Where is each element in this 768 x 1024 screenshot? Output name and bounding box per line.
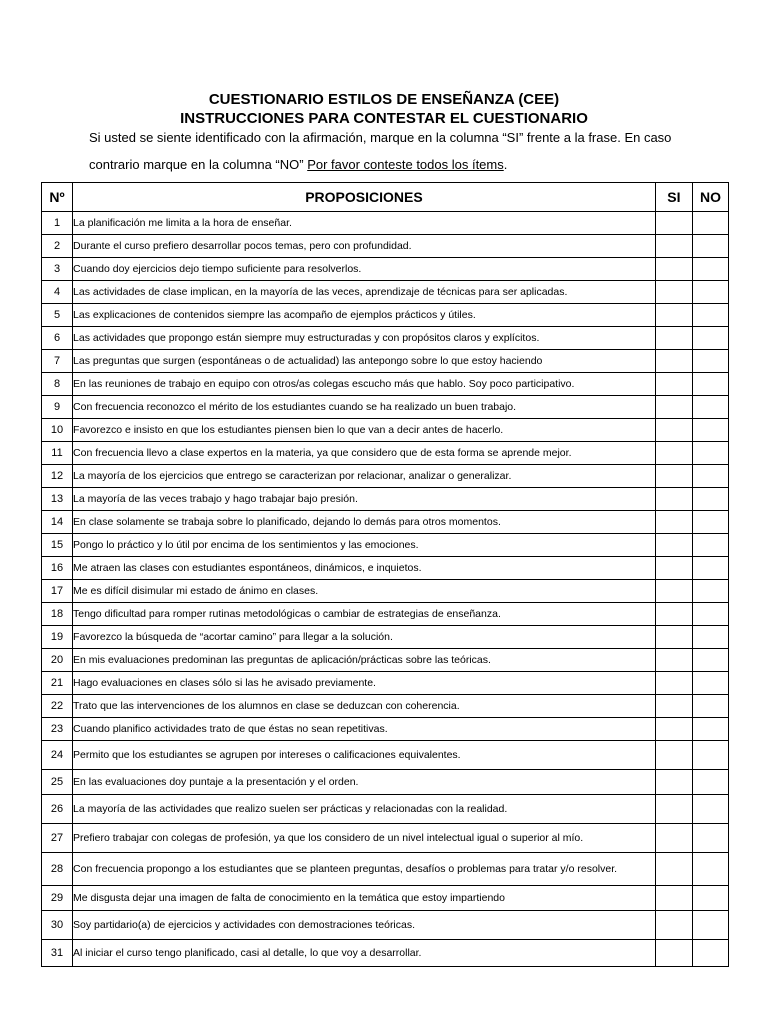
instruction-period: .	[503, 157, 508, 172]
row-number: 22	[42, 695, 73, 718]
si-answer-cell[interactable]	[655, 770, 692, 795]
proposition-text: Permito que los estudiantes se agrupen por intereses o calificaciones equivalentes.	[73, 741, 656, 770]
si-answer-cell[interactable]	[655, 672, 692, 695]
proposition-text: Me disgusta dejar una imagen de falta de conocimiento en la temática que estoy impartiendo	[73, 886, 656, 911]
proposition-text: Favorezco e insisto en que los estudiantes piensen bien lo que van a decir antes de hacerlo.	[73, 419, 656, 442]
proposition-text: Favorezco la búsqueda de “acortar camino” para llegar a la solución.	[73, 626, 656, 649]
si-answer-cell[interactable]	[655, 396, 692, 419]
row-number: 2	[42, 235, 73, 258]
si-answer-cell[interactable]	[655, 718, 692, 741]
questionnaire-title: CUESTIONARIO ESTILOS DE ENSEÑANZA (CEE)	[208, 91, 560, 108]
row-number: 30	[42, 911, 73, 940]
proposition-text: Soy partidario(a) de ejercicios y actividades con demostraciones teóricas.	[73, 911, 656, 940]
table-row	[42, 695, 729, 718]
no-answer-cell[interactable]	[692, 258, 728, 281]
instructions-title: INSTRUCCIONES PARA CONTESTAR EL CUESTIONARIO	[180, 110, 588, 127]
row-number: 19	[42, 626, 73, 649]
table-row	[42, 580, 729, 603]
si-answer-cell[interactable]	[655, 557, 692, 580]
si-answer-cell[interactable]	[655, 419, 692, 442]
proposition-text: Durante el curso prefiero desarrollar pocos temas, pero con profundidad.	[73, 235, 656, 258]
proposition-text: Con frecuencia propongo a los estudiantes que se planteen preguntas, desafíos o problemas para tratar y/o resolver.	[73, 853, 656, 886]
si-answer-cell[interactable]	[655, 511, 692, 534]
no-answer-cell[interactable]	[692, 911, 728, 940]
questionnaire-table	[41, 182, 729, 967]
table-row	[42, 327, 729, 350]
proposition-text: La mayoría de los ejercicios que entrego se caracterizan por relacionar, analizar o generalizar.	[73, 465, 656, 488]
proposition-text: Me es difícil disimular mi estado de ánimo en clases.	[73, 580, 656, 603]
si-answer-cell[interactable]	[655, 327, 692, 350]
si-answer-cell[interactable]	[655, 580, 692, 603]
si-answer-cell[interactable]	[655, 350, 692, 373]
no-answer-cell[interactable]	[692, 940, 728, 967]
table-row	[42, 534, 729, 557]
si-answer-cell[interactable]	[655, 488, 692, 511]
row-number: 24	[42, 741, 73, 770]
no-answer-cell[interactable]	[692, 511, 728, 534]
row-number: 7	[42, 350, 73, 373]
si-answer-cell[interactable]	[655, 281, 692, 304]
table-row	[42, 557, 729, 580]
no-answer-cell[interactable]	[692, 350, 728, 373]
no-answer-cell[interactable]	[692, 442, 728, 465]
row-number: 16	[42, 557, 73, 580]
row-number: 17	[42, 580, 73, 603]
si-answer-cell[interactable]	[655, 940, 692, 967]
no-answer-cell[interactable]	[692, 626, 728, 649]
no-answer-cell[interactable]	[692, 770, 728, 795]
row-number: 15	[42, 534, 73, 557]
no-answer-cell[interactable]	[692, 419, 728, 442]
row-number: 23	[42, 718, 73, 741]
table-row	[42, 911, 729, 940]
proposition-text: En clase solamente se trabaja sobre lo planificado, dejando lo demás para otros momentos.	[73, 511, 656, 534]
row-number: 3	[42, 258, 73, 281]
si-answer-cell[interactable]	[655, 465, 692, 488]
table-body	[42, 212, 729, 967]
table-row	[42, 465, 729, 488]
table-row	[42, 770, 729, 795]
table-row	[42, 886, 729, 911]
si-answer-cell[interactable]	[655, 886, 692, 911]
proposition-text: Las actividades que propongo están siempre muy estructuradas y con propósitos claros y explícitos.	[73, 327, 656, 350]
no-answer-cell[interactable]	[692, 603, 728, 626]
proposition-text: En mis evaluaciones predominan las preguntas de aplicación/prácticas sobre las teóricas.	[73, 649, 656, 672]
table-row	[42, 373, 729, 396]
row-number: 6	[42, 327, 73, 350]
instruction-text: contrario marque en la columna “NO”	[89, 157, 308, 172]
si-answer-cell[interactable]	[655, 741, 692, 770]
proposition-text: La mayoría de las actividades que realizo suelen ser prácticas y relacionadas con la realidad.	[73, 795, 656, 824]
table-row	[42, 488, 729, 511]
row-number: 29	[42, 886, 73, 911]
table-row	[42, 350, 729, 373]
row-number: 1	[42, 212, 73, 235]
si-answer-cell[interactable]	[655, 824, 692, 853]
table-row	[42, 304, 729, 327]
no-answer-cell[interactable]	[692, 327, 728, 350]
si-answer-cell[interactable]	[655, 795, 692, 824]
column-header-propositions: PROPOSICIONES	[73, 183, 656, 212]
no-answer-cell[interactable]	[692, 373, 728, 396]
no-answer-cell[interactable]	[692, 557, 728, 580]
proposition-text: Al iniciar el curso tengo planificado, casi al detalle, lo que voy a desarrollar.	[73, 940, 656, 967]
si-answer-cell[interactable]	[655, 304, 692, 327]
no-answer-cell[interactable]	[692, 853, 728, 886]
proposition-text: Con frecuencia llevo a clase expertos en la materia, ya que considero que de esta forma se aprende mejor.	[73, 442, 656, 465]
table-row	[42, 853, 729, 886]
instruction-line-2	[89, 157, 729, 173]
table-row	[42, 940, 729, 967]
table-row	[42, 626, 729, 649]
row-number: 12	[42, 465, 73, 488]
si-answer-cell[interactable]	[655, 534, 692, 557]
row-number: 26	[42, 795, 73, 824]
table-row	[42, 672, 729, 695]
proposition-text: Hago evaluaciones en clases sólo si las he avisado previamente.	[73, 672, 656, 695]
table-row	[42, 235, 729, 258]
no-answer-cell[interactable]	[692, 649, 728, 672]
si-answer-cell[interactable]	[655, 603, 692, 626]
proposition-text: Cuando doy ejercicios dejo tiempo suficiente para resolverlos.	[73, 258, 656, 281]
si-answer-cell[interactable]	[655, 258, 692, 281]
table-row	[42, 718, 729, 741]
no-answer-cell[interactable]	[692, 212, 728, 235]
table-row	[42, 419, 729, 442]
si-answer-cell[interactable]	[655, 911, 692, 940]
row-number: 14	[42, 511, 73, 534]
no-answer-cell[interactable]	[692, 672, 728, 695]
proposition-text: Pongo lo práctico y lo útil por encima de los sentimientos y las emociones.	[73, 534, 656, 557]
row-number: 9	[42, 396, 73, 419]
proposition-text: En las reuniones de trabajo en equipo con otros/as colegas escucho más que hablo. Soy poco participativo.	[73, 373, 656, 396]
table-row	[42, 741, 729, 770]
row-number: 31	[42, 940, 73, 967]
row-number: 21	[42, 672, 73, 695]
proposition-text: La mayoría de las veces trabajo y hago trabajar bajo presión.	[73, 488, 656, 511]
no-answer-cell[interactable]	[692, 396, 728, 419]
proposition-text: La planificación me limita a la hora de enseñar.	[73, 212, 656, 235]
si-answer-cell[interactable]	[655, 212, 692, 235]
no-answer-cell[interactable]	[692, 824, 728, 853]
row-number: 13	[42, 488, 73, 511]
proposition-text: Las actividades de clase implican, en la mayoría de las veces, aprendizaje de técnicas para ser aplicadas.	[73, 281, 656, 304]
column-header-si: SI	[655, 183, 692, 212]
row-number: 8	[42, 373, 73, 396]
no-answer-cell[interactable]	[692, 281, 728, 304]
instruction-line-1: Si usted se siente identificado con la afirmación, marque en la columna “SI” frente a la frase. En caso	[89, 130, 672, 145]
instruction-emphasis: Por favor conteste todos los ítems	[307, 157, 504, 172]
table-row	[42, 281, 729, 304]
no-answer-cell[interactable]	[692, 695, 728, 718]
row-number: 10	[42, 419, 73, 442]
no-answer-cell[interactable]	[692, 304, 728, 327]
no-answer-cell[interactable]	[692, 580, 728, 603]
table-header-row	[42, 183, 729, 212]
no-answer-cell[interactable]	[692, 488, 728, 511]
column-header-number: Nº	[42, 183, 73, 212]
no-answer-cell[interactable]	[692, 465, 728, 488]
no-answer-cell[interactable]	[692, 718, 728, 741]
table-row	[42, 212, 729, 235]
no-answer-cell[interactable]	[692, 886, 728, 911]
row-number: 27	[42, 824, 73, 853]
si-answer-cell[interactable]	[655, 442, 692, 465]
table-row	[42, 258, 729, 281]
table-row	[42, 824, 729, 853]
row-number: 28	[42, 853, 73, 886]
proposition-text: Me atraen las clases con estudiantes espontáneos, dinámicos, e inquietos.	[73, 557, 656, 580]
proposition-text: Trato que las intervenciones de los alumnos en clase se deduzcan con coherencia.	[73, 695, 656, 718]
si-answer-cell[interactable]	[655, 695, 692, 718]
row-number: 5	[42, 304, 73, 327]
row-number: 4	[42, 281, 73, 304]
table-row	[42, 795, 729, 824]
column-header-no: NO	[692, 183, 728, 212]
si-answer-cell[interactable]	[655, 853, 692, 886]
no-answer-cell[interactable]	[692, 235, 728, 258]
proposition-text: Prefiero trabajar con colegas de profesión, ya que los considero de un nivel intelectual igual o superior al mío.	[73, 824, 656, 853]
row-number: 20	[42, 649, 73, 672]
proposition-text: Tengo dificultad para romper rutinas metodológicas o cambiar de estrategias de enseñanza.	[73, 603, 656, 626]
table-row	[42, 442, 729, 465]
proposition-text: Las explicaciones de contenidos siempre las acompaño de ejemplos prácticos y útiles.	[73, 304, 656, 327]
si-answer-cell[interactable]	[655, 235, 692, 258]
table-row	[42, 649, 729, 672]
proposition-text: Las preguntas que surgen (espontáneas o de actualidad) las antepongo sobre lo que estoy haciendo	[73, 350, 656, 373]
table-row	[42, 396, 729, 419]
si-answer-cell[interactable]	[655, 373, 692, 396]
no-answer-cell[interactable]	[692, 534, 728, 557]
no-answer-cell[interactable]	[692, 741, 728, 770]
proposition-text: En las evaluaciones doy puntaje a la presentación y el orden.	[73, 770, 656, 795]
row-number: 25	[42, 770, 73, 795]
no-answer-cell[interactable]	[692, 795, 728, 824]
si-answer-cell[interactable]	[655, 626, 692, 649]
proposition-text: Cuando planifico actividades trato de que éstas no sean repetitivas.	[73, 718, 656, 741]
table-row	[42, 511, 729, 534]
si-answer-cell[interactable]	[655, 649, 692, 672]
row-number: 11	[42, 442, 73, 465]
row-number: 18	[42, 603, 73, 626]
proposition-text: Con frecuencia reconozco el mérito de los estudiantes cuando se ha realizado un buen trabajo.	[73, 396, 656, 419]
table-row	[42, 603, 729, 626]
